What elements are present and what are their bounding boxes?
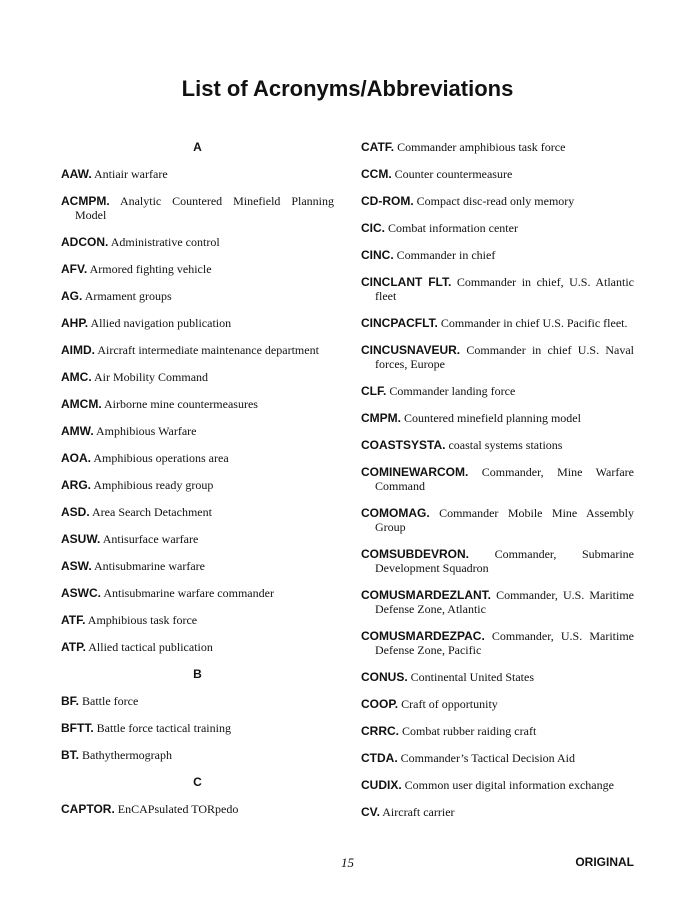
acronym-entry (361, 506, 634, 534)
acronym-term: CTDA. (361, 751, 398, 765)
acronym-entry (61, 721, 334, 735)
acronym-entry (361, 805, 634, 819)
acronym-entry (61, 397, 334, 411)
acronym-definition: Aircraft intermediate maintenance department (97, 343, 319, 357)
acronym-entry (61, 505, 334, 519)
acronym-entry (61, 289, 334, 303)
acronym-term: CINCLANT FLT. (361, 275, 452, 289)
acronym-definition: Commander landing force (389, 384, 516, 398)
acronym-term: CINC. (361, 248, 394, 262)
acronym-definition: Commander, U.S. Maritime Defense Zone, Atlantic (375, 588, 635, 616)
acronym-term: CRRC. (361, 724, 399, 738)
acronym-term: CV. (361, 805, 380, 819)
acronym-entry (361, 275, 634, 303)
acronym-definition: Armored fighting vehicle (89, 262, 212, 276)
acronym-definition: Airborne mine countermeasures (104, 397, 258, 411)
acronym-term: CAPTOR. (61, 802, 115, 816)
acronym-entry (61, 262, 334, 276)
acronym-entry (61, 586, 334, 600)
acronym-term: COMOMAG. (361, 506, 430, 520)
section-letter: B (193, 667, 202, 681)
acronym-term: CONUS. (361, 670, 408, 684)
acronym-entry (61, 451, 334, 465)
acronym-definition: Commander, Mine Warfare Command (375, 465, 634, 493)
acronym-entry (361, 697, 634, 711)
acronym-definition: Antisubmarine warfare (94, 559, 205, 573)
acronym-entry (61, 640, 334, 654)
acronym-definition: Battle force (82, 694, 139, 708)
acronym-entry (361, 316, 634, 330)
acronym-entry (61, 559, 334, 573)
acronym-definition: Battle force tactical training (96, 721, 231, 735)
acronym-definition: Antisubmarine warfare commander (103, 586, 274, 600)
acronym-entry (61, 316, 334, 330)
acronym-entry (361, 724, 634, 738)
acronym-entry (361, 221, 634, 235)
acronym-term: ATF. (61, 613, 86, 627)
acronym-definition: Amphibious task force (87, 613, 198, 627)
acronym-definition: Compact disc-read only memory (416, 194, 575, 208)
acronym-definition: Commander, Submarine Development Squadron (375, 547, 634, 575)
left-column (61, 140, 334, 829)
acronym-term: BF. (61, 694, 79, 708)
acronym-entry (61, 532, 334, 546)
acronym-term: ASWC. (61, 586, 101, 600)
acronym-term: ADCON. (61, 235, 109, 249)
acronym-definition: Air Mobility Command (94, 370, 209, 384)
acronym-term: COMINEWARCOM. (361, 465, 469, 479)
acronym-entry (61, 194, 334, 222)
acronym-definition: EnCAPsulated TORpedo (117, 802, 239, 816)
acronym-entry (61, 802, 334, 816)
acronym-term: CINCPACFLT. (361, 316, 438, 330)
acronym-definition: Allied navigation publication (90, 316, 232, 330)
acronym-term: CATF. (361, 140, 395, 154)
acronym-definition: Amphibious operations area (93, 451, 229, 465)
acronym-definition: Counter countermeasure (394, 167, 513, 181)
acronym-definition: Commander in chief U.S. Pacific fleet. (440, 316, 628, 330)
acronym-term: CINCUSNAVEUR. (361, 343, 461, 357)
acronym-term: AOA. (61, 451, 91, 465)
acronym-entry (61, 343, 334, 357)
acronym-term: AMW. (61, 424, 94, 438)
acronym-definition: Armament groups (84, 289, 172, 303)
acronym-entry (361, 411, 634, 425)
acronym-definition: Administrative control (110, 235, 220, 249)
acronym-definition: Commander amphibious task force (397, 140, 566, 154)
acronym-entry (361, 778, 634, 792)
acronym-entry (361, 194, 634, 208)
acronym-entry (361, 670, 634, 684)
acronym-entry (361, 343, 634, 371)
acronym-definition: Commander, U.S. Maritime Defense Zone, Pacific (375, 629, 634, 657)
acronym-definition: Area Search Detachment (92, 505, 212, 519)
acronym-entry (361, 384, 634, 398)
acronym-term: BT. (61, 748, 79, 762)
acronym-definition: Combat information center (388, 221, 518, 235)
page-number: 15 (341, 855, 354, 870)
acronym-definition: Commander in chief, U.S. Atlantic fleet (375, 275, 635, 303)
acronym-term: COMSUBDEVRON. (361, 547, 470, 561)
acronym-definition: Commander in chief U.S. Naval forces, Europe (375, 343, 634, 371)
acronym-term: COOP. (361, 697, 399, 711)
acronym-term: ASW. (61, 559, 92, 573)
acronym-entry (361, 588, 634, 616)
acronym-definition: Antiair warfare (94, 167, 168, 181)
acronym-term: ATP. (61, 640, 86, 654)
acronym-term: CMPM. (361, 411, 401, 425)
acronym-entry (61, 748, 334, 762)
acronym-entry (361, 438, 634, 452)
acronym-term: AMC. (61, 370, 92, 384)
acronym-definition: Common user digital information exchange (404, 778, 614, 792)
acronym-definition: Continental United States (410, 670, 534, 684)
acronym-definition: Amphibious ready group (93, 478, 214, 492)
acronym-term: AIMD. (61, 343, 95, 357)
acronym-term: ARG. (61, 478, 91, 492)
acronym-definition: Antisurface warfare (102, 532, 199, 546)
acronym-term: ASD. (61, 505, 90, 519)
acronym-definition: Commander Mobile Mine Assembly Group (375, 506, 634, 534)
acronym-definition: Analytic Countered Minefield Planning Model (75, 194, 334, 222)
acronym-entry (361, 629, 634, 657)
acronym-definition: Craft of opportunity (401, 697, 498, 711)
acronym-term: AMCM. (61, 397, 102, 411)
acronym-entry (61, 478, 334, 492)
page-title: List of Acronyms/Abbreviations (181, 76, 514, 101)
acronym-term: COMUSMARDEZLANT. (361, 588, 491, 602)
right-column (361, 140, 634, 832)
acronym-term: AFV. (61, 262, 88, 276)
acronym-definition: coastal systems stations (448, 438, 563, 452)
acronym-definition: Amphibious Warfare (96, 424, 197, 438)
acronym-term: CD-ROM. (361, 194, 414, 208)
acronym-term: AHP. (61, 316, 89, 330)
acronym-entry (361, 751, 634, 765)
original-marking: ORIGINAL (575, 855, 634, 869)
acronym-term: CLF. (361, 384, 387, 398)
acronym-term: BFTT. (61, 721, 94, 735)
acronym-definition: Bathythermograph (82, 748, 172, 762)
acronym-definition: Countered minefield planning model (404, 411, 581, 425)
acronym-entry (61, 424, 334, 438)
acronym-entry (361, 465, 634, 493)
acronym-entry (361, 547, 634, 575)
acronym-term: COMUSMARDEZPAC. (361, 629, 485, 643)
acronym-definition: Aircraft carrier (382, 805, 455, 819)
acronym-term: ASUW. (61, 532, 101, 546)
acronym-entry (61, 167, 334, 181)
acronym-entry (61, 370, 334, 384)
section-letter: C (193, 775, 202, 789)
acronym-definition: Combat rubber raiding craft (402, 724, 537, 738)
section-letter: A (193, 140, 202, 154)
acronym-term: AAW. (61, 167, 92, 181)
acronym-entry (61, 613, 334, 627)
acronym-term: CUDIX. (361, 778, 402, 792)
acronym-entry (361, 167, 634, 181)
acronym-term: CIC. (361, 221, 385, 235)
acronym-entry (361, 248, 634, 262)
acronym-entry (61, 235, 334, 249)
acronym-term: ACMPM. (61, 194, 110, 208)
acronym-entry (361, 140, 634, 154)
acronym-definition: Commander in chief (396, 248, 496, 262)
acronym-entry (61, 694, 334, 708)
acronym-term: AG. (61, 289, 83, 303)
acronym-term: CCM. (361, 167, 392, 181)
acronym-definition: Commander’s Tactical Decision Aid (400, 751, 576, 765)
acronym-term: COASTSYSTA. (361, 438, 446, 452)
acronym-definition: Allied tactical publication (88, 640, 213, 654)
